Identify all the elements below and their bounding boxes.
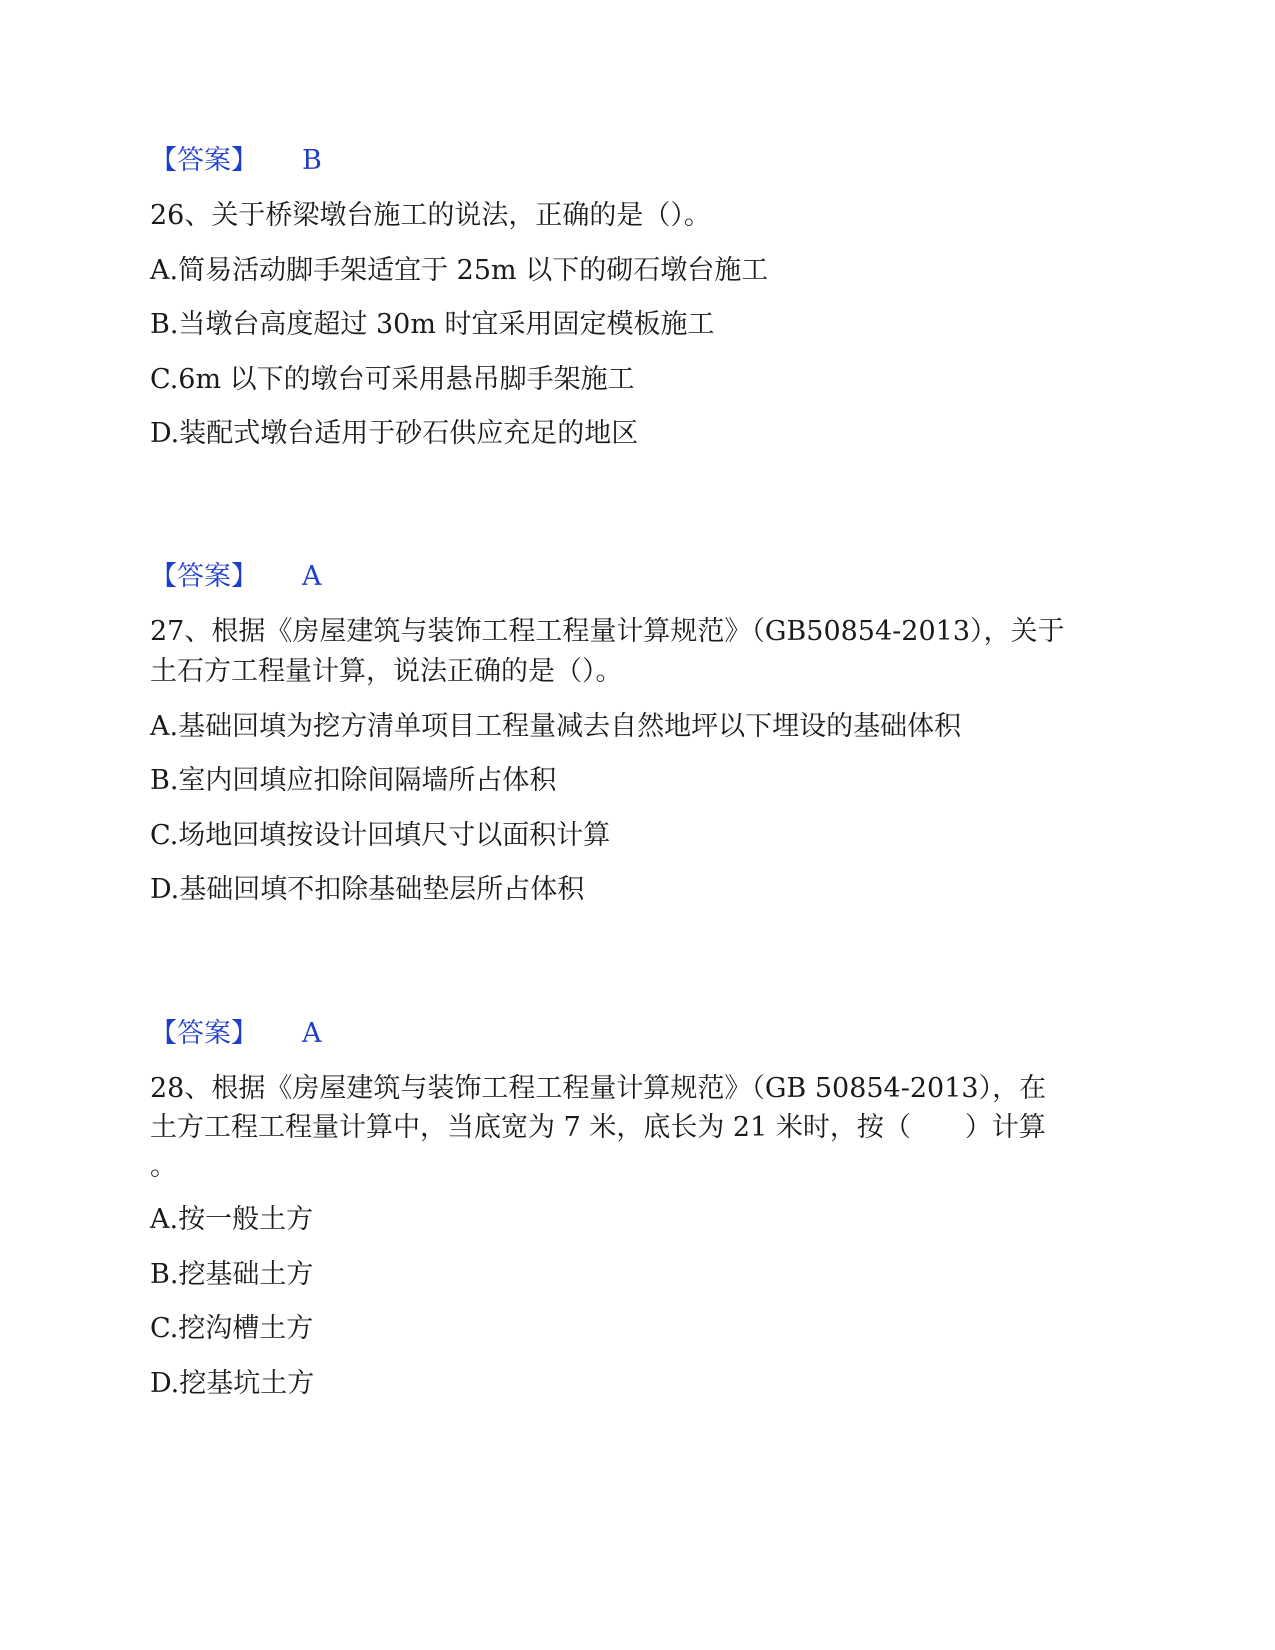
answer-line-1: [150, 144, 322, 178]
answer-line-3: [150, 1017, 322, 1051]
answer-line-2: [150, 560, 322, 594]
question-27-line-1: 27、根据《房屋建筑与装饰工程工程量计算规范》（GB50854-2013），关于: [150, 616, 1065, 647]
question-26-line-1: 26、关于桥梁墩台施工的说法，正确的是（）。: [150, 200, 711, 231]
answer-label: 【答案】: [150, 145, 258, 176]
question-26-option-d: D.装配式墩台适用于砂石供应充足的地区: [150, 418, 639, 449]
question-27-line-2: 土石方工程量计算，说法正确的是（）。: [150, 656, 623, 687]
question-28-option-d: D.挖基坑土方: [150, 1368, 315, 1399]
question-28-option-a: A.按一般土方: [150, 1204, 314, 1235]
answer-value: A: [302, 1018, 322, 1049]
question-27-option-c: C.场地回填按设计回填尺寸以面积计算: [150, 820, 611, 851]
answer-value: B: [302, 145, 322, 176]
answer-label: 【答案】: [150, 561, 258, 592]
question-28-line-1: 28、根据《房屋建筑与装饰工程工程量计算规范》（GB 50854-2013），在: [150, 1073, 1047, 1104]
answer-value: A: [302, 561, 322, 592]
question-27-option-b: B.室内回填应扣除间隔墙所占体积: [150, 765, 557, 796]
question-28-option-c: C.挖沟槽土方: [150, 1313, 314, 1344]
answer-label: 【答案】: [150, 1018, 258, 1049]
question-26-option-b: B.当墩台高度超过 30m 时宜采用固定模板施工: [150, 309, 715, 340]
question-26-option-a: A.简易活动脚手架适宜于 25m 以下的砌石墩台施工: [150, 255, 769, 286]
question-27-option-d: D.基础回填不扣除基础垫层所占体积: [150, 874, 585, 905]
question-28-option-b: B.挖基础土方: [150, 1259, 314, 1290]
question-27-option-a: A.基础回填为挖方清单项目工程量减去自然地坪以下埋设的基础体积: [150, 711, 962, 742]
question-28-line-2: 土方工程工程量计算中，当底宽为 7 米，底长为 21 米时，按（ ）计算: [150, 1112, 1046, 1143]
question-26-option-c: C.6m 以下的墩台可采用悬吊脚手架施工: [150, 364, 635, 395]
question-28-line-3: 。: [150, 1151, 177, 1182]
